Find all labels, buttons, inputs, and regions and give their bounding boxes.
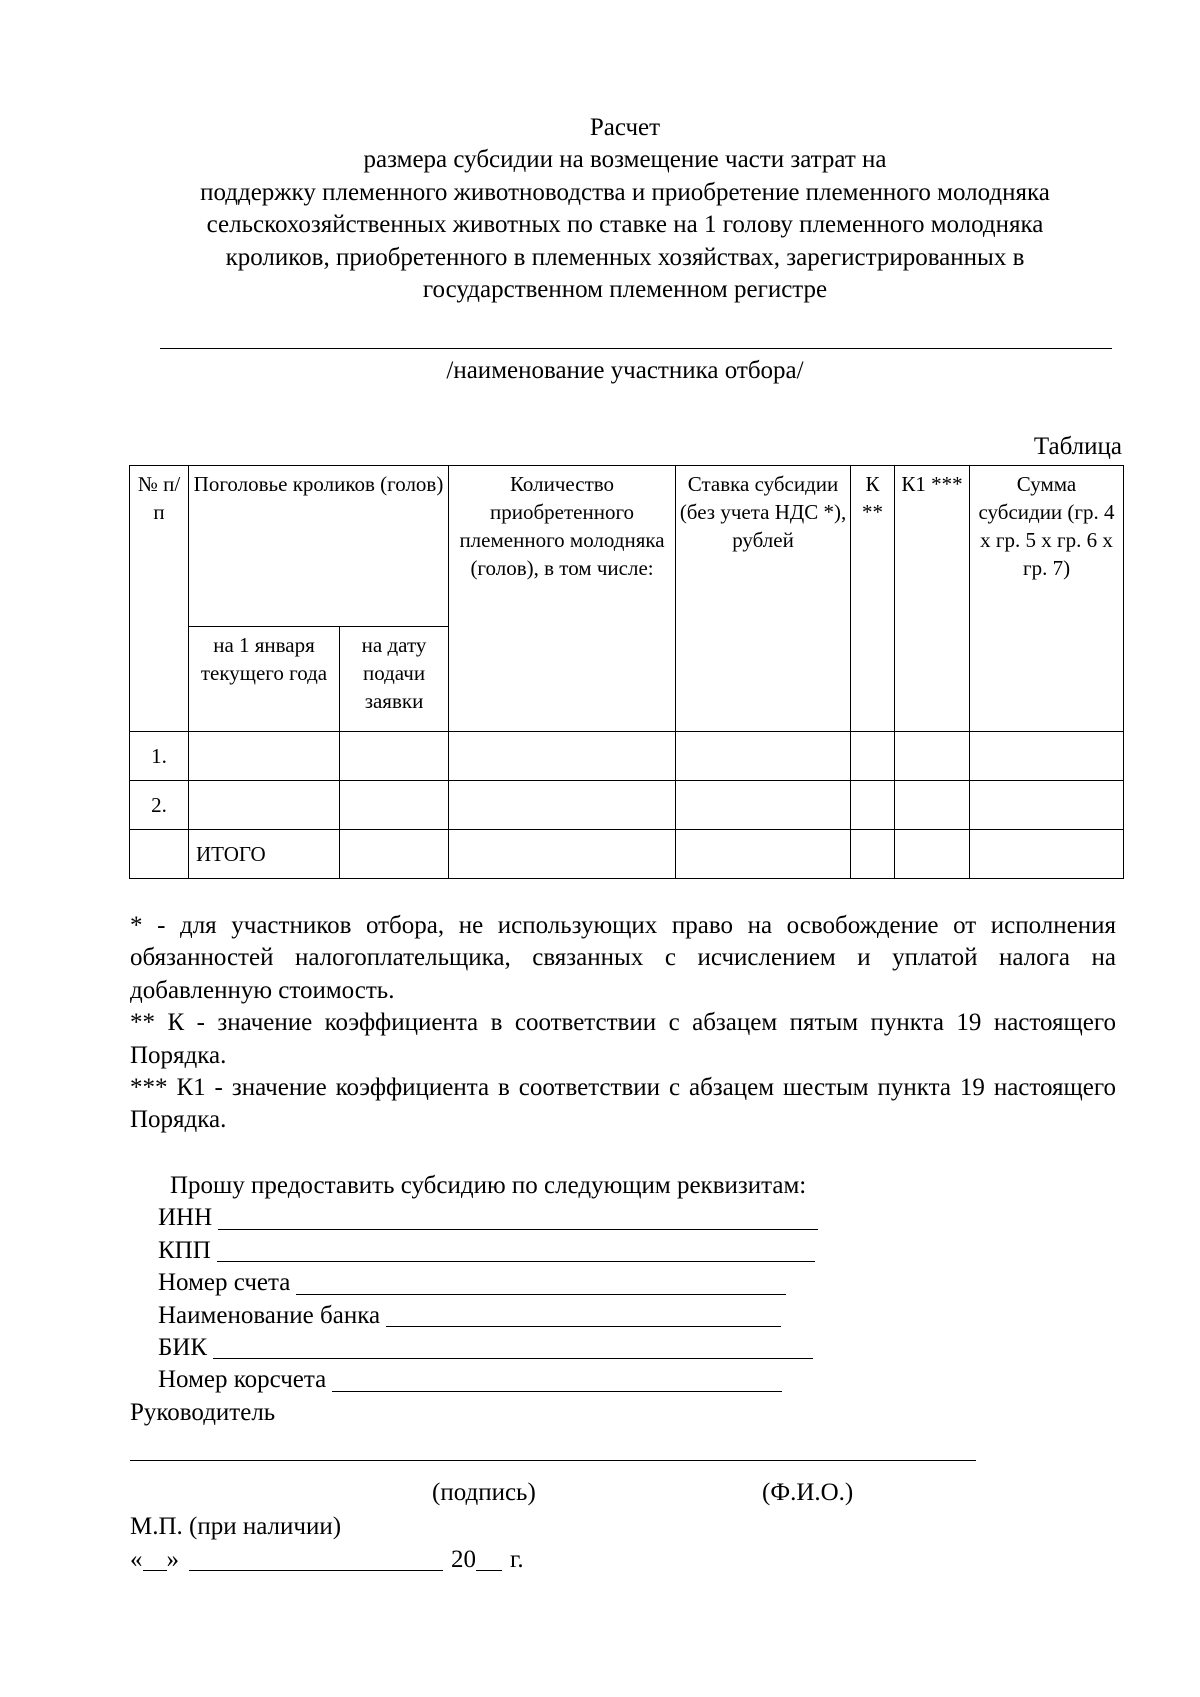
table-row [130, 781, 1124, 830]
title-line: кроликов, приобретенного в племенных хозяйствах, зарегистрированных в [225, 243, 1025, 271]
table-cell[interactable] [895, 830, 970, 879]
table-cell[interactable] [970, 732, 1124, 781]
document-title [130, 112, 1120, 306]
title-line: поддержку племенного животноводства и приобретение племенного молодняка [200, 178, 1050, 206]
table-cell[interactable] [676, 781, 851, 830]
header-rate: Ставка субсидии (без учета НДС *), рублей [676, 466, 851, 732]
table-cell[interactable] [676, 830, 851, 879]
total-label: ИТОГО [189, 830, 340, 879]
corr-account-line [130, 1364, 1120, 1396]
bank-field[interactable] [386, 1302, 781, 1327]
bik-line [130, 1332, 1120, 1364]
inn-line [130, 1202, 1120, 1234]
header-quantity: Количество приобретенного племенного молодняка (голов), в том числе: [449, 466, 676, 732]
table-cell[interactable] [851, 781, 895, 830]
table-cell[interactable] [449, 830, 676, 879]
table-cell[interactable] [895, 781, 970, 830]
table-cell[interactable] [895, 732, 970, 781]
signature-caption: (подпись) [432, 1479, 536, 1506]
table-label: Таблица [1033, 433, 1122, 460]
title-line: Расчет [589, 114, 661, 141]
bank-line [130, 1300, 1120, 1332]
stamp-label: М.П. (при наличии) [130, 1513, 342, 1540]
title-line: государственном племенном регистре [422, 276, 828, 304]
date-line [130, 1544, 524, 1576]
date-year-suffix: г. [510, 1546, 524, 1573]
subsidy-calculation-table [129, 465, 1124, 879]
row-number: 1. [130, 732, 189, 781]
table-cell[interactable] [449, 732, 676, 781]
table-cell[interactable] [970, 830, 1124, 879]
table-cell[interactable] [340, 781, 449, 830]
account-line [130, 1267, 1120, 1299]
inn-field[interactable] [218, 1205, 818, 1230]
date-day-field[interactable] [143, 1546, 167, 1571]
kpp-field[interactable] [217, 1237, 815, 1262]
title-line: сельскохозяйственных животных по ставке на 1 голову племенного молодняка [206, 211, 1044, 239]
footnote-k1: *** К1 - значение коэффициента в соответствии с абзацем шестым пункта 19 настоящего Порядка. [130, 1074, 1116, 1134]
header-sum: Сумма субсидии (гр. 4 х гр. 5 х гр. 6 х гр. 7) [970, 466, 1124, 732]
table-cell[interactable] [189, 732, 340, 781]
subheader-application-date: на дату подачи заявки [340, 627, 449, 732]
signature-line[interactable] [130, 1460, 976, 1461]
header-k: К ** [851, 466, 895, 732]
date-quote-open: « [130, 1546, 143, 1573]
bank-label: Наименование банка [158, 1301, 381, 1329]
title-line: размера субсидии на возмещение части затрат на [363, 146, 887, 174]
table-row [130, 732, 1124, 781]
footnote-k: ** К - значение коэффициента в соответствии с абзацем пятым пункта 19 настоящего Порядка. [130, 1009, 1116, 1069]
table-total-row [130, 830, 1124, 879]
bik-field[interactable] [213, 1334, 813, 1359]
table-cell[interactable] [970, 781, 1124, 830]
table-cell[interactable] [449, 781, 676, 830]
table-cell[interactable] [189, 781, 340, 830]
inn-label: ИНН [158, 1204, 213, 1232]
table-cell[interactable] [340, 830, 449, 879]
corr-account-field[interactable] [332, 1367, 782, 1392]
date-year-prefix: 20 [451, 1546, 476, 1573]
row-number [130, 830, 189, 879]
table-cell[interactable] [851, 830, 895, 879]
participant-caption: /наименование участника отбора/ [446, 357, 804, 384]
table-header-row [130, 466, 1124, 627]
table-cell[interactable] [340, 732, 449, 781]
head-label: Руководитель [130, 1398, 276, 1426]
kpp-label: КПП [158, 1236, 211, 1264]
table-cell[interactable] [851, 732, 895, 781]
date-quote-close: » [166, 1546, 179, 1573]
bik-label: БИК [158, 1334, 208, 1362]
corr-account-label: Номер корсчета [158, 1366, 327, 1394]
kpp-line [130, 1235, 1120, 1267]
header-livestock: Поголовье кроликов (голов) [189, 466, 449, 627]
footnotes [130, 910, 1116, 1137]
header-k1: К1 *** [895, 466, 970, 732]
footnote-vat: * - для участников отбора, не использующих право на освобождение от исполнения обязанностей налогоплательщика, связанных с исчислением и уплатой налога на добавленную стоимость. [130, 912, 1116, 1004]
requisites-intro: Прошу предоставить субсидию по следующим реквизитам: [170, 1172, 807, 1199]
participant-name-line[interactable] [160, 348, 1112, 349]
bank-requisites [130, 1170, 1120, 1429]
date-year-field[interactable] [476, 1546, 502, 1571]
header-num: № п/п [130, 466, 189, 732]
subheader-jan1: на 1 января текущего года [189, 627, 340, 732]
account-label: Номер счета [158, 1269, 291, 1297]
account-field[interactable] [296, 1270, 786, 1295]
row-number: 2. [130, 781, 189, 830]
date-month-field[interactable] [189, 1546, 443, 1571]
table-cell[interactable] [676, 732, 851, 781]
name-caption: (Ф.И.О.) [762, 1479, 854, 1506]
